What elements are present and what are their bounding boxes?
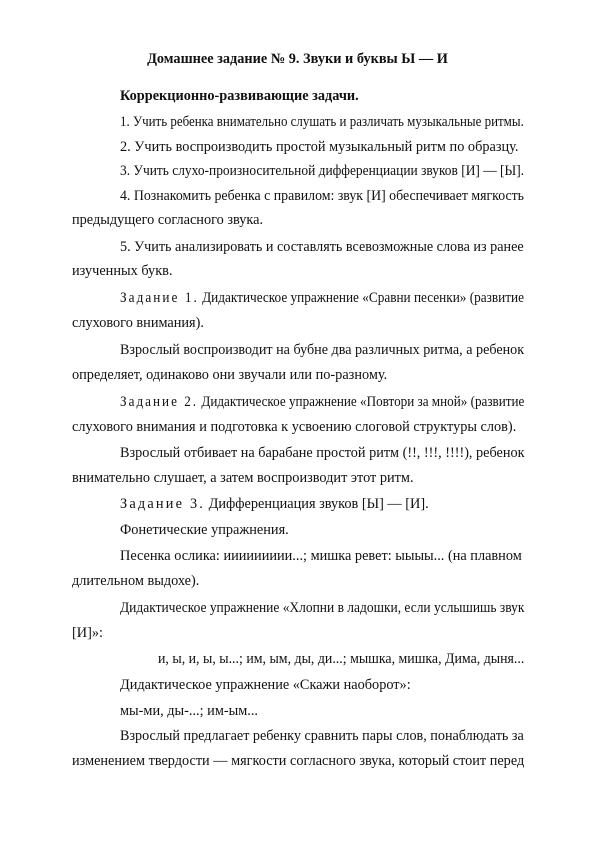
donkey-song-1: Песенка ослика: иииииииии...; мишка ревет: ыыыы... (на плавном	[120, 548, 522, 564]
donkey-song-2: длительном выдохе).	[72, 573, 200, 589]
phonetic-exercises: Фонетические упражнения.	[120, 522, 289, 538]
exercise-1-description-1: Взрослый воспроизводит на бубне два различных ритма, а ребенок	[120, 342, 525, 358]
task-2: 2. Учить воспроизводить простой музыкальный ритм по образцу.	[120, 139, 519, 155]
opposite-exercise: Дидактическое упражнение «Скажи наоборот»:	[120, 677, 411, 693]
task-4-continuation: предыдущего согласного звука.	[72, 212, 264, 228]
exercise-1-description-2: определяет, одинаково они звучали или по-разному.	[72, 367, 388, 383]
syllable-pairs: мы-ми, ды-...; им-ым...	[120, 703, 259, 719]
task-5: 5. Учить анализировать и составлять всевозможные слова из ранее	[120, 239, 524, 255]
exercise-2-label: Задание 2.	[120, 394, 199, 410]
document-subtitle: Коррекционно-развивающие задачи.	[120, 88, 359, 104]
exercise-2-description-2: внимательно слушает, а затем воспроизводит этот ритм.	[72, 470, 414, 486]
task-3: 3. Учить слухо-произносительной дифференциации звуков [И] — [Ы].	[120, 163, 525, 179]
task-4: 4. Познакомить ребенка с правилом: звук [И] обеспечивает мягкость	[120, 188, 525, 204]
exercise-2-text: Дидактическое упражнение «Повтори за мной» (развитие	[198, 394, 525, 410]
task-5-continuation: изученных букв.	[72, 263, 173, 279]
clap-exercise-1: Дидактическое упражнение «Хлопни в ладошки, если услышишь звук	[120, 600, 525, 616]
exercise-3-text: Дифференциация звуков [Ы] — [И].	[205, 496, 429, 512]
exercise-1-label: Задание 1.	[120, 290, 199, 306]
exercise-3-heading	[120, 497, 429, 511]
compare-text-2: изменением твердости — мягкости согласного звука, который стоит перед	[72, 753, 525, 769]
syllables-list: и, ы, и, ы, ы...; им, ым, ды, ди...; мышка, мишка, Дима, дыня...	[158, 651, 525, 667]
task-1: 1. Учить ребенка внимательно слушать и различать музыкальные ритмы.	[120, 114, 524, 130]
exercise-1-text: Дидактическое упражнение «Сравни песенки» (развитие	[198, 290, 524, 306]
exercise-1-continuation: слухового внимания).	[72, 315, 204, 331]
exercise-2-continuation: слухового внимания и подготовка к усвоению слоговой структуры слов).	[72, 419, 517, 435]
exercise-1-heading	[120, 291, 524, 305]
compare-text-1: Взрослый предлагает ребенку сравнить пары слов, понаблюдать за	[120, 728, 524, 744]
exercise-2-description-1: Взрослый отбивает на барабане простой ритм (!!, !!!, !!!!), ребенок	[120, 445, 525, 461]
document-title: Домашнее задание № 9. Звуки и буквы Ы — И	[147, 51, 448, 67]
exercise-2-heading	[120, 395, 524, 409]
clap-exercise-2: [И]»:	[72, 625, 103, 641]
exercise-3-label: Задание 3.	[120, 496, 206, 512]
